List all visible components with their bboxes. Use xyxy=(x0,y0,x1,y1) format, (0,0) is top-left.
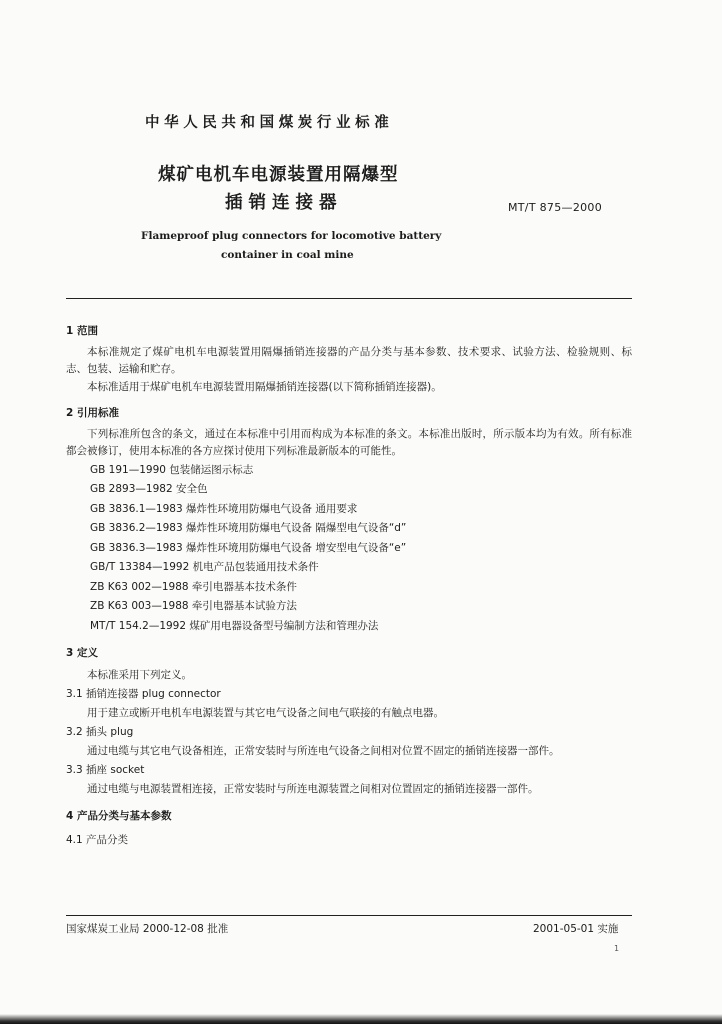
section-2-paragraph: 下列标准所包含的条文，通过在本标准中引用而构成为本标准的条文。本标准出版时，所示版本均为有效。所有标准都会被修订，使用本标准的各方应探讨使用下列标准最新版本的可能性。 xyxy=(66,427,632,457)
reference-item: MT/T 154.2—1992 煤矿用电器设备型号编制方法和管理办法 xyxy=(90,619,379,632)
scan-bottom-edge xyxy=(0,1014,722,1024)
effective-date: 2001-05-01 实施 xyxy=(533,923,619,935)
term-3-2-definition: 通过电缆与其它电气设备相连，正常安装时与所连电气设备之间相对位置不固定的插销连接器一部件。 xyxy=(87,744,560,757)
reference-item: GB/T 13384—1992 机电产品包装通用技术条件 xyxy=(90,561,319,573)
document-body xyxy=(66,318,632,850)
term-3-2-label: 3.2 插头 plug xyxy=(66,725,134,738)
approval-date: 国家煤炭工业局 2000-12-08 批准 xyxy=(66,923,229,935)
reference-item: GB 191—1990 包装储运图示标志 xyxy=(90,463,254,476)
term-3-1-label: 3.1 插销连接器 plug connector xyxy=(66,687,221,700)
header-divider xyxy=(66,298,632,299)
term-3-1-definition: 用于建立或断开电机车电源装置与其它电气设备之间电气联接的有触点电器。 xyxy=(87,706,444,719)
reference-item: GB 3836.2—1983 爆炸性环境用防爆电气设备 隔爆型电气设备“d” xyxy=(90,522,407,534)
section-1-heading: 1 范围 xyxy=(66,325,98,337)
reference-item: ZB K63 003—1988 牵引电器基本试验方法 xyxy=(90,600,297,612)
term-3-3-definition: 通过电缆与电源装置相连接，正常安装时与所连电源装置之间相对位置固定的插销连接器一部件。 xyxy=(87,782,539,795)
standard-code: MT/T 875—2000 xyxy=(508,201,603,214)
page-number: 1 xyxy=(614,944,620,953)
title-zh-line2: 插销连接器 xyxy=(225,193,343,213)
reference-item: GB 3836.1—1983 爆炸性环境用防爆电气设备 通用要求 xyxy=(90,502,358,515)
title-zh-line1: 煤矿电机车电源装置用隔爆型 xyxy=(158,165,399,185)
reference-item: ZB K63 002—1988 牵引电器基本技术条件 xyxy=(90,580,297,593)
standard-category: 中华人民共和国煤炭行业标准 xyxy=(145,115,394,131)
section-3-intro: 本标准采用下列定义。 xyxy=(87,668,192,681)
section-3-heading: 3 定义 xyxy=(66,647,98,659)
footer-divider xyxy=(66,915,632,916)
section-4-heading: 4 产品分类与基本参数 xyxy=(66,809,172,822)
term-3-3-label: 3.3 插座 socket xyxy=(66,763,145,776)
section-1-paragraph-2: 本标准适用于煤矿电机车电源装置用隔爆插销连接器(以下简称插销连接器)。 xyxy=(87,380,442,393)
title-en-line2: container in coal mine xyxy=(221,249,354,261)
section-1-paragraph-1: 本标准规定了煤矿电机车电源装置用隔爆插销连接器的产品分类与基本参数、技术要求、试验方法、检验规则、标志、包装、运输和贮存。 xyxy=(66,345,632,375)
reference-item: GB 3836.3—1983 爆炸性环境用防爆电气设备 增安型电气设备“e” xyxy=(90,541,407,554)
reference-list xyxy=(66,461,632,637)
reference-item: GB 2893—1982 安全色 xyxy=(90,483,208,495)
title-en-line1: Flameproof plug connectors for locomotive battery xyxy=(141,230,442,242)
section-2-heading: 2 引用标准 xyxy=(66,407,119,419)
section-4-1-heading: 4.1 产品分类 xyxy=(66,834,129,846)
